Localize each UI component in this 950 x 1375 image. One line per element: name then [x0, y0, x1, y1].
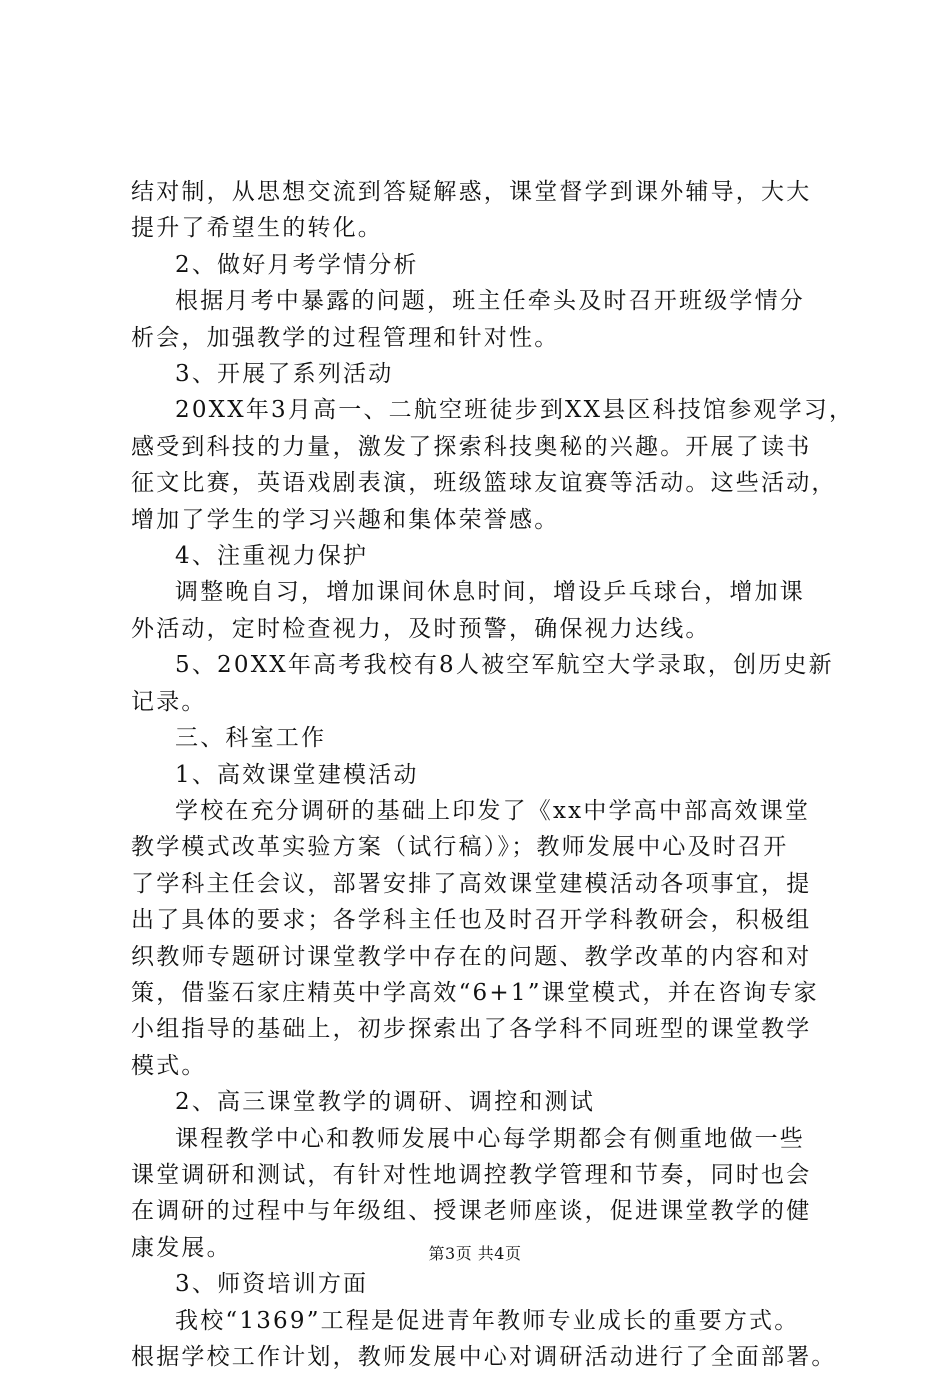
- text-line: 20XX年3月高一、二航空班徒步到XX县区科技馆参观学习，: [175, 397, 855, 424]
- document-body: [131, 174, 855, 1375]
- text-line: 教学模式改革实验方案（试行稿）》；教师发展中心及时召开: [131, 834, 789, 861]
- text-line: 3、开展了系列活动: [175, 361, 394, 388]
- text-line: 了学科主任会议，部署安排了高效课堂建模活动各项事宜，提: [131, 870, 812, 897]
- text-line: 4、注重视力保护: [175, 543, 369, 570]
- text-line: 1、高效课堂建模活动: [175, 761, 419, 788]
- text-line: 小组指导的基础上，初步探索出了各学科不同班型的课堂教学: [131, 1016, 812, 1043]
- text-line: 2、高三课堂教学的调研、调控和测试: [175, 1089, 596, 1116]
- text-line: 织教师专题研讨课堂教学中存在的问题、教学改革的内容和对: [131, 943, 812, 970]
- text-line: 调整晚自习，增加课间休息时间，增设乒乓球台，增加课: [175, 579, 805, 606]
- text-line: 外活动，定时检查视力，及时预警，确保视力达线。: [131, 615, 711, 642]
- text-line: 根据学校工作计划，教师发展中心对调研活动进行了全面部署。: [131, 1344, 837, 1370]
- text-line: 策，借鉴石家庄精英中学高效“6+1”课堂模式，并在咨询专家: [131, 979, 819, 1006]
- text-line: 出了具体的要求；各学科主任也及时召开学科教研会，积极组: [131, 907, 812, 934]
- text-line: 结对制，从思想交流到答疑解惑，课堂督学到课外辅导，大大: [131, 179, 812, 205]
- page-footer: 第3页 共4页: [428, 1244, 522, 1263]
- text-line: 我校“1369”工程是促进青年教师专业成长的重要方式。: [175, 1307, 800, 1334]
- text-line: 课堂调研和测试，有针对性地调控教学管理和节奏，同时也会: [131, 1161, 812, 1188]
- text-line: 在调研的过程中与年级组、授课老师座谈，促进课堂教学的健: [131, 1198, 812, 1225]
- text-line: 征文比赛，英语戏剧表演，班级篮球友谊赛等活动。这些活动，: [131, 470, 837, 497]
- text-line: 提升了希望生的转化。: [131, 215, 383, 242]
- text-line: 根据月考中暴露的问题，班主任牵头及时召开班级学情分: [175, 288, 805, 315]
- text-line: 5、20XX年高考我校有8人被空军航空大学录取，创历史新: [175, 652, 834, 679]
- text-line: 课程教学中心和教师发展中心每学期都会有侧重地做一些: [175, 1125, 805, 1152]
- text-line: 感受到科技的力量，激发了探索科技奥秘的兴趣。开展了读书: [131, 433, 812, 460]
- text-line: 康发展。: [131, 1234, 232, 1261]
- text-line: 模式。: [131, 1052, 207, 1079]
- text-line: 三、科室工作: [175, 725, 327, 752]
- text-line: 学校在充分调研的基础上印发了《xx中学高中部高效课堂: [175, 797, 811, 824]
- text-line: 2、做好月考学情分析: [175, 251, 419, 278]
- text-line: 析会，加强教学的过程管理和针对性。: [131, 324, 560, 351]
- text-line: 增加了学生的学习兴趣和集体荣誉感。: [131, 506, 560, 533]
- text-line: 3、师资培训方面: [175, 1271, 369, 1298]
- text-line: 记录。: [131, 688, 207, 715]
